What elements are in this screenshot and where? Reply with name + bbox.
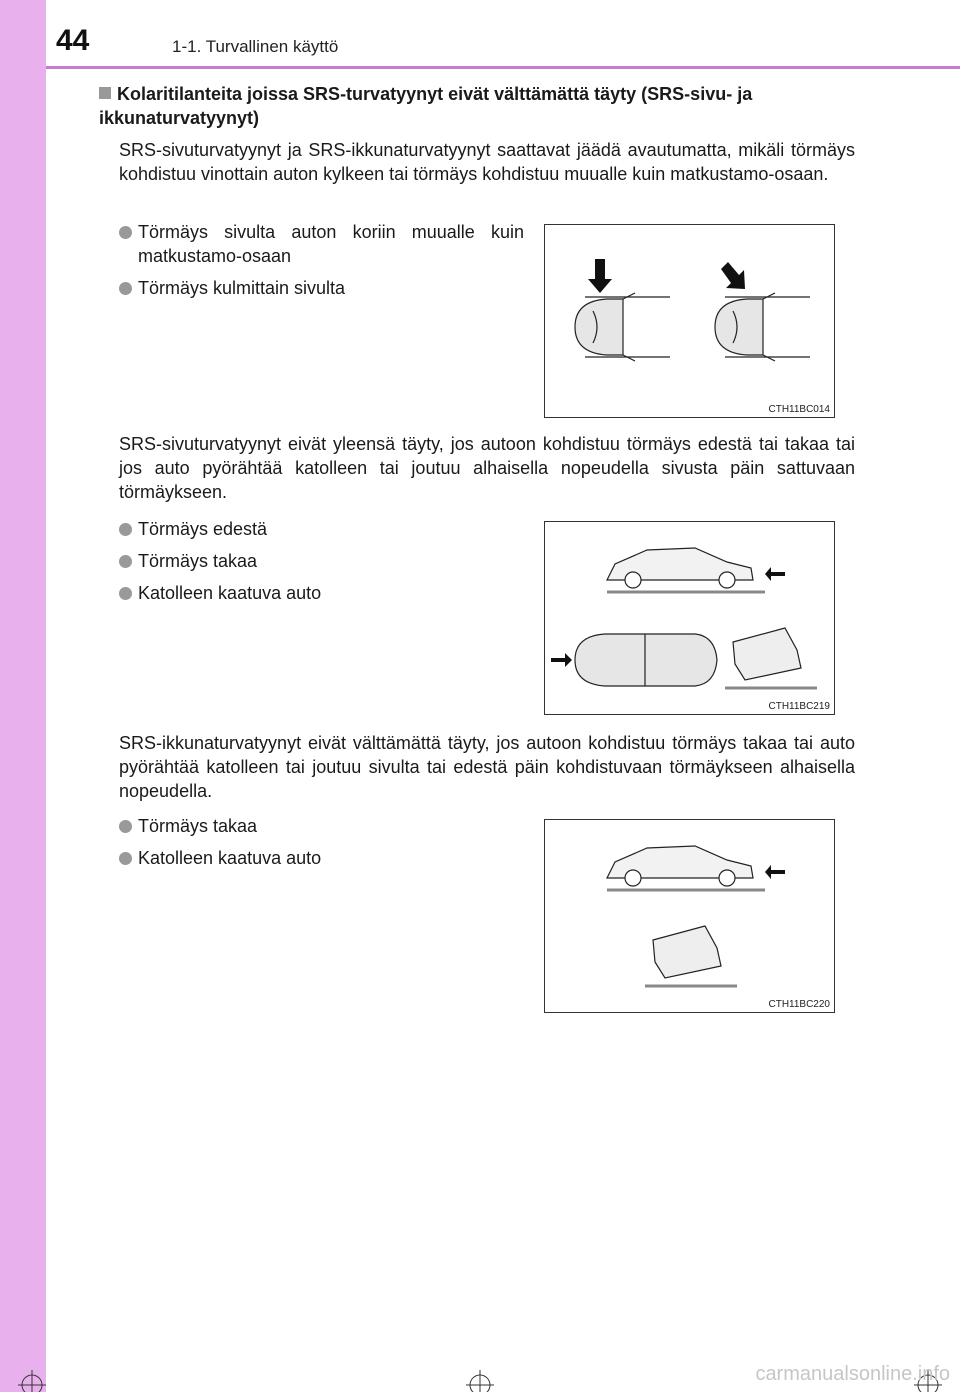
bullet-list-1 [119, 220, 524, 308]
list-item: Törmäys sivulta auton koriin muualle kuin matkustamo-osaan [119, 220, 524, 268]
figure-rear-rollover [544, 819, 835, 1013]
registration-mark-center-icon [466, 1370, 496, 1392]
header-rule [46, 66, 960, 69]
paragraph-2: SRS-sivuturvatyynyt eivät yleensä täyty, jos autoon kohdistuu törmäys edestä tai takaa tai jos auto pyörähtää katolleen tai joutuu alhaisella nopeudella sivusta päin sattuvaan törmäykseen. [119, 434, 855, 502]
section-heading [99, 82, 859, 130]
left-color-band [0, 0, 46, 1392]
list-item: Katolleen kaatuva auto [119, 581, 524, 605]
figure-side-impact [544, 224, 835, 418]
list-item: Törmäys kulmittain sivulta [119, 276, 524, 300]
front-rear-rollover-illustration [545, 522, 834, 714]
list-item: Törmäys takaa [119, 814, 524, 838]
square-bullet-icon [99, 87, 111, 99]
heading-text: Kolaritilanteita joissa SRS-turvatyynyt eivät välttämättä täyty (SRS-sivu- ja ikkunaturvatyynyt) [99, 84, 753, 128]
figure-code: CTH11BC220 [768, 999, 830, 1010]
bullet-dot-icon [119, 282, 132, 295]
list-item: Törmäys takaa [119, 549, 524, 573]
section-title: 1-1. Turvallinen käyttö [172, 37, 339, 56]
figure-front-rear-rollover [544, 521, 835, 715]
bullet-dot-icon [119, 523, 132, 536]
intro-paragraph: SRS-sivuturvatyynyt ja SRS-ikkunaturvatyynyt saattavat jäädä avautumatta, mikäli törmäys kohdistuu vinottain auton kylkeen tai törmäys kohdistuu muualle kuin matkustamo-osaan. [119, 140, 855, 184]
figure-code: CTH11BC014 [768, 404, 830, 415]
bullet-list-3 [119, 814, 524, 878]
bullet-dot-icon [119, 226, 132, 239]
paragraph-3: SRS-ikkunaturvatyynyt eivät välttämättä täyty, jos autoon kohdistuu törmäys takaa tai auto pyörähtää katolleen tai joutuu sivulta tai edestä päin kohdistuvaan törmäykseen alhaisella nopeudella. [119, 733, 855, 801]
bullet-dot-icon [119, 587, 132, 600]
bullet-dot-icon [119, 820, 132, 833]
bullet-dot-icon [119, 852, 132, 865]
registration-mark-left-icon [18, 1370, 48, 1392]
side-impact-cars-illustration [545, 225, 834, 417]
watermark: carmanualsonline.info [755, 1363, 950, 1385]
bullet-dot-icon [119, 555, 132, 568]
bullet-list-2 [119, 517, 524, 613]
list-item: Törmäys edestä [119, 517, 524, 541]
figure-code: CTH11BC219 [768, 701, 830, 712]
list-item: Katolleen kaatuva auto [119, 846, 524, 870]
rear-rollover-illustration [545, 820, 834, 1012]
page-number: 44 [56, 24, 90, 57]
